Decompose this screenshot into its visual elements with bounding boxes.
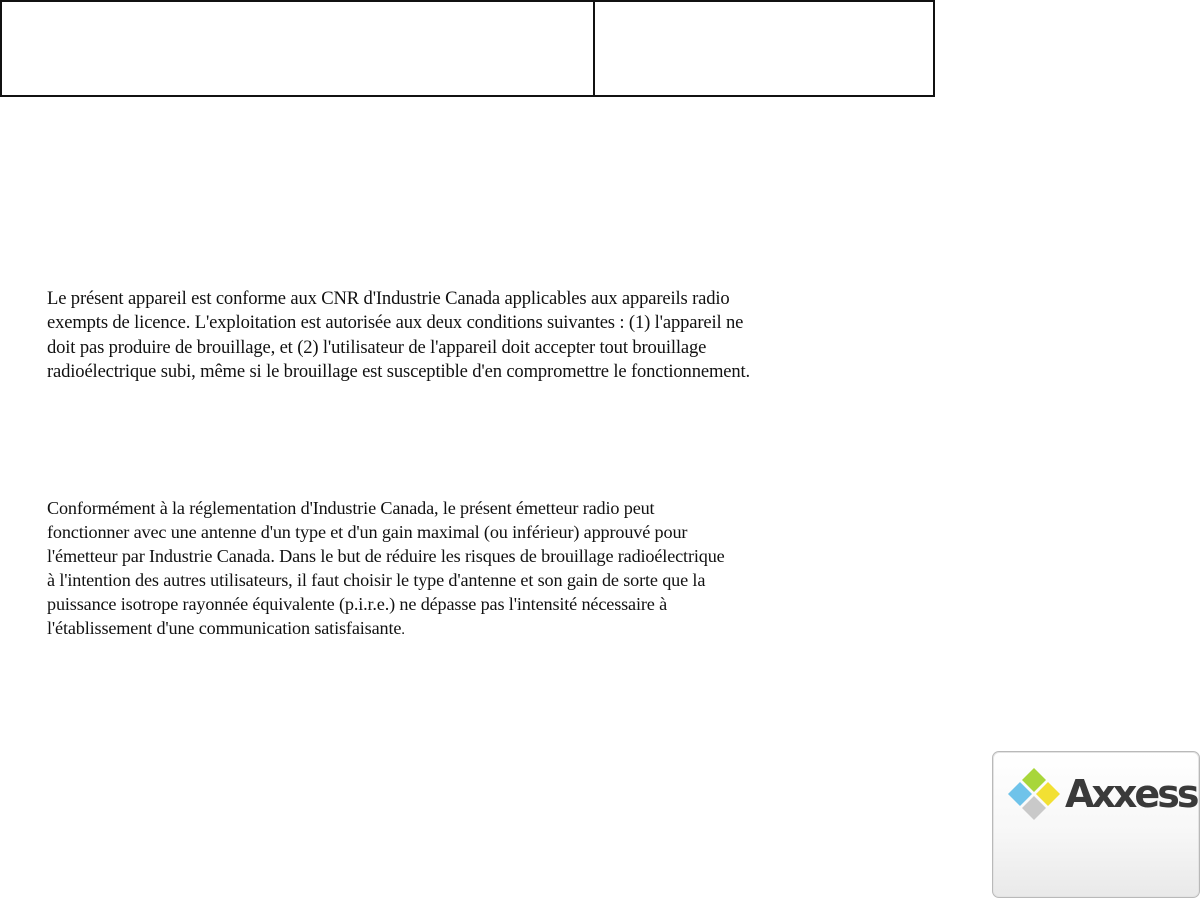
- paragraph-line: Conformément à la réglementation d'Industrie Canada, le présent émetteur radio peut: [47, 498, 655, 518]
- paragraph-last-line: [47, 616, 725, 642]
- axxess-logo-card: [992, 751, 1200, 898]
- paragraph-line: exempts de licence. L'exploitation est autorisée aux deux conditions suivantes : (1) l'appareil ne: [47, 312, 744, 334]
- paragraph-line: doit pas produire de brouillage, et (2) l'utilisateur de l'appareil doit accepter tout brouillage: [47, 336, 707, 358]
- paragraph-line: radioélectrique subi, même si le brouillage est susceptible d'en compromettre le fonctionnement.: [47, 361, 751, 383]
- diamond-logo-icon: [1005, 766, 1063, 824]
- paragraph-line: à l'intention des autres utilisateurs, il faut choisir le type d'antenne et son gain de sorte que la: [47, 570, 706, 590]
- antenna-regulation-paragraph: [47, 496, 725, 642]
- header-table: [0, 0, 935, 97]
- paragraph-line: puissance isotrope rayonnée équivalente (p.i.r.e.) ne dépasse pas l'intensité nécessaire à: [47, 594, 668, 614]
- paragraph-line: l'émetteur par Industrie Canada. Dans le but de réduire les risques de brouillage radioélectrique: [47, 546, 725, 566]
- ic-compliance-paragraph: [47, 287, 750, 385]
- paragraph-line: Le présent appareil est conforme aux CNR d'Industrie Canada applicables aux appareils radio: [47, 288, 730, 309]
- header-cell-left: [2, 2, 595, 95]
- paragraph-last-line-text: l'établissement d'une communication satisfaisante: [47, 618, 402, 638]
- axxess-wordmark: Axxess: [1065, 772, 1197, 816]
- paragraph-last-period: .: [401, 622, 405, 638]
- header-cell-right: [595, 2, 933, 95]
- paragraph-line: fonctionner avec une antenne d'un type et d'un gain maximal (ou inférieur) approuvé pour: [47, 522, 688, 542]
